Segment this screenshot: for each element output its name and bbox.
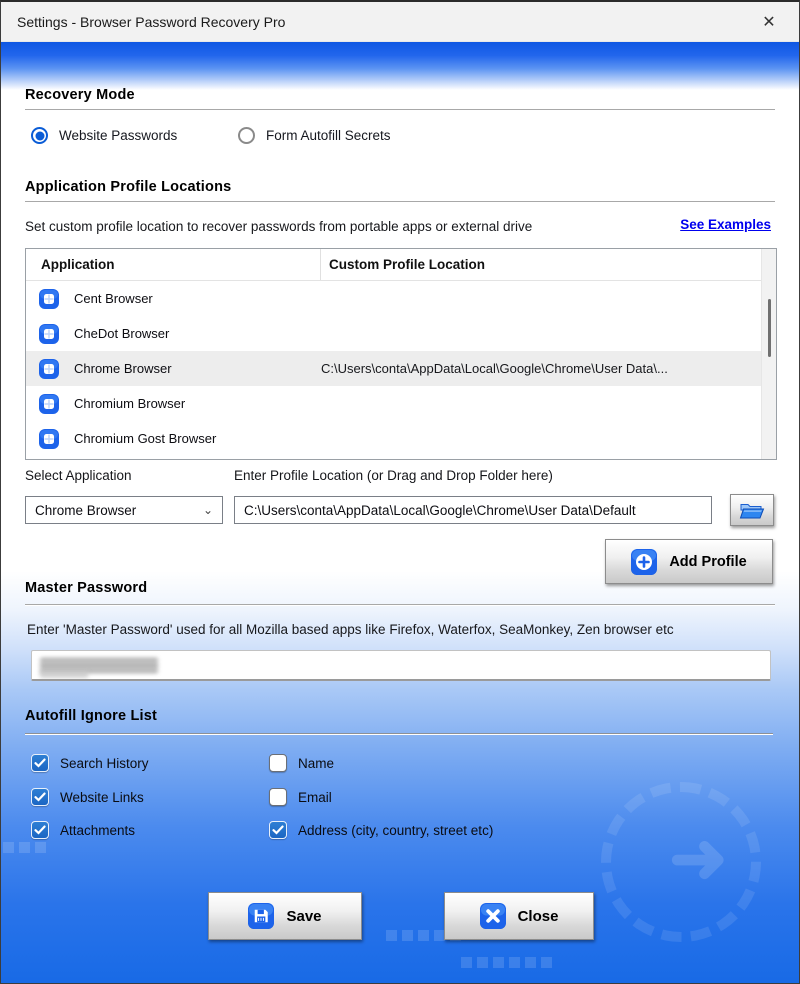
- checkbox-label: Attachments: [60, 822, 136, 838]
- checkbox-icon[interactable]: [269, 788, 287, 806]
- browser-app-icon: [38, 393, 60, 415]
- window-title: Settings - Browser Password Recovery Pro: [17, 13, 286, 30]
- recovery-mode-heading: Recovery Mode: [25, 87, 135, 103]
- application-profile-table[interactable]: [25, 248, 777, 460]
- browser-app-icon: [38, 323, 60, 345]
- add-profile-label: Add Profile: [669, 553, 747, 570]
- checkbox-icon[interactable]: [269, 754, 287, 772]
- radio-icon[interactable]: [31, 127, 48, 144]
- table-row[interactable]: [26, 316, 776, 351]
- checkbox-address[interactable]: [269, 821, 493, 839]
- table-row-selected[interactable]: [26, 351, 776, 386]
- radio-website-passwords[interactable]: [31, 127, 177, 144]
- password-blur-overlay: [40, 671, 88, 678]
- table-row[interactable]: [26, 281, 776, 316]
- app-name: Cent Browser: [74, 291, 153, 306]
- master-password-heading: Master Password: [25, 580, 148, 596]
- header-gradient-band: [1, 42, 799, 90]
- profile-location-input[interactable]: C:\Users\conta\AppData\Local\Google\Chrome\User Data\Default: [234, 496, 712, 524]
- scrollbar-thumb[interactable]: [768, 299, 771, 357]
- checkbox-icon[interactable]: [269, 821, 287, 839]
- checkbox-website-links[interactable]: [31, 788, 144, 806]
- browser-app-icon: [38, 358, 60, 380]
- checkbox-label: Name: [298, 755, 335, 771]
- checkbox-name[interactable]: [269, 754, 334, 772]
- app-path: C:\Users\conta\AppData\Local\Google\Chrome\User Data\...: [321, 361, 668, 376]
- browser-app-icon: [38, 288, 60, 310]
- app-name: CheDot Browser: [74, 326, 170, 341]
- master-password-description: Enter 'Master Password' used for all Mozilla based apps like Firefox, Waterfox, SeaMonkey, Zen browser etc: [27, 622, 674, 637]
- checkbox-icon[interactable]: [31, 821, 49, 839]
- table-row[interactable]: [26, 421, 776, 456]
- browser-app-icon: [38, 428, 60, 450]
- save-button[interactable]: [208, 892, 362, 940]
- autofill-ignore-heading: Autofill Ignore List: [25, 708, 158, 724]
- column-header-application[interactable]: Application: [41, 257, 115, 272]
- add-profile-button[interactable]: [605, 539, 773, 584]
- app-name: Chromium Gost Browser: [74, 431, 217, 446]
- checkbox-label: Search History: [60, 755, 149, 771]
- save-floppy-icon: [248, 903, 274, 929]
- close-label: Close: [517, 907, 559, 925]
- select-value: Chrome Browser: [35, 502, 137, 518]
- table-row[interactable]: [26, 386, 776, 421]
- checkbox-icon[interactable]: [31, 788, 49, 806]
- divider: [25, 733, 773, 735]
- checkbox-attachments[interactable]: [31, 821, 135, 839]
- profile-locations-description: Set custom profile location to recover passwords from portable apps or external drive: [25, 219, 533, 234]
- decorative-arrow-icon: ➜: [669, 819, 728, 897]
- radio-form-autofill-secrets[interactable]: [238, 127, 391, 144]
- add-plus-icon: [631, 549, 657, 575]
- application-select[interactable]: [25, 496, 223, 524]
- table-header-row: [26, 249, 776, 281]
- titlebar: [1, 2, 799, 42]
- checkbox-search-history[interactable]: [31, 754, 149, 772]
- decorative-dots: [461, 957, 552, 968]
- app-name: Chrome Browser: [74, 361, 172, 376]
- chevron-down-icon: ⌄: [202, 503, 213, 517]
- folder-open-icon: [739, 500, 765, 520]
- divider: [25, 109, 775, 111]
- close-x-icon: [480, 903, 506, 929]
- radio-icon[interactable]: [238, 127, 255, 144]
- profile-location-label: Enter Profile Location (or Drag and Drop Folder here): [234, 468, 553, 483]
- radio-label: Form Autofill Secrets: [266, 128, 391, 143]
- save-label: Save: [286, 907, 322, 925]
- radio-label: Website Passwords: [59, 128, 178, 143]
- browse-folder-button[interactable]: [730, 494, 774, 526]
- decorative-ring: [601, 782, 761, 942]
- divider: [25, 604, 775, 606]
- column-header-custom-profile-location[interactable]: Custom Profile Location: [320, 249, 776, 280]
- select-application-label: Select Application: [25, 468, 132, 483]
- master-password-input[interactable]: [31, 650, 771, 681]
- checkbox-label: Email: [298, 789, 332, 805]
- divider: [25, 201, 775, 203]
- checkbox-label: Website Links: [60, 789, 144, 805]
- checkbox-email[interactable]: [269, 788, 332, 806]
- close-button[interactable]: [444, 892, 594, 940]
- see-examples-link[interactable]: See Examples: [680, 217, 771, 232]
- close-window-icon[interactable]: ✕: [762, 13, 776, 31]
- checkbox-icon[interactable]: [31, 754, 49, 772]
- app-name: Chromium Browser: [74, 396, 186, 411]
- checkbox-label: Address (city, country, street etc): [298, 822, 494, 838]
- table-scrollbar[interactable]: [761, 249, 776, 459]
- profile-locations-heading: Application Profile Locations: [25, 179, 232, 195]
- decorative-dots: [3, 842, 46, 853]
